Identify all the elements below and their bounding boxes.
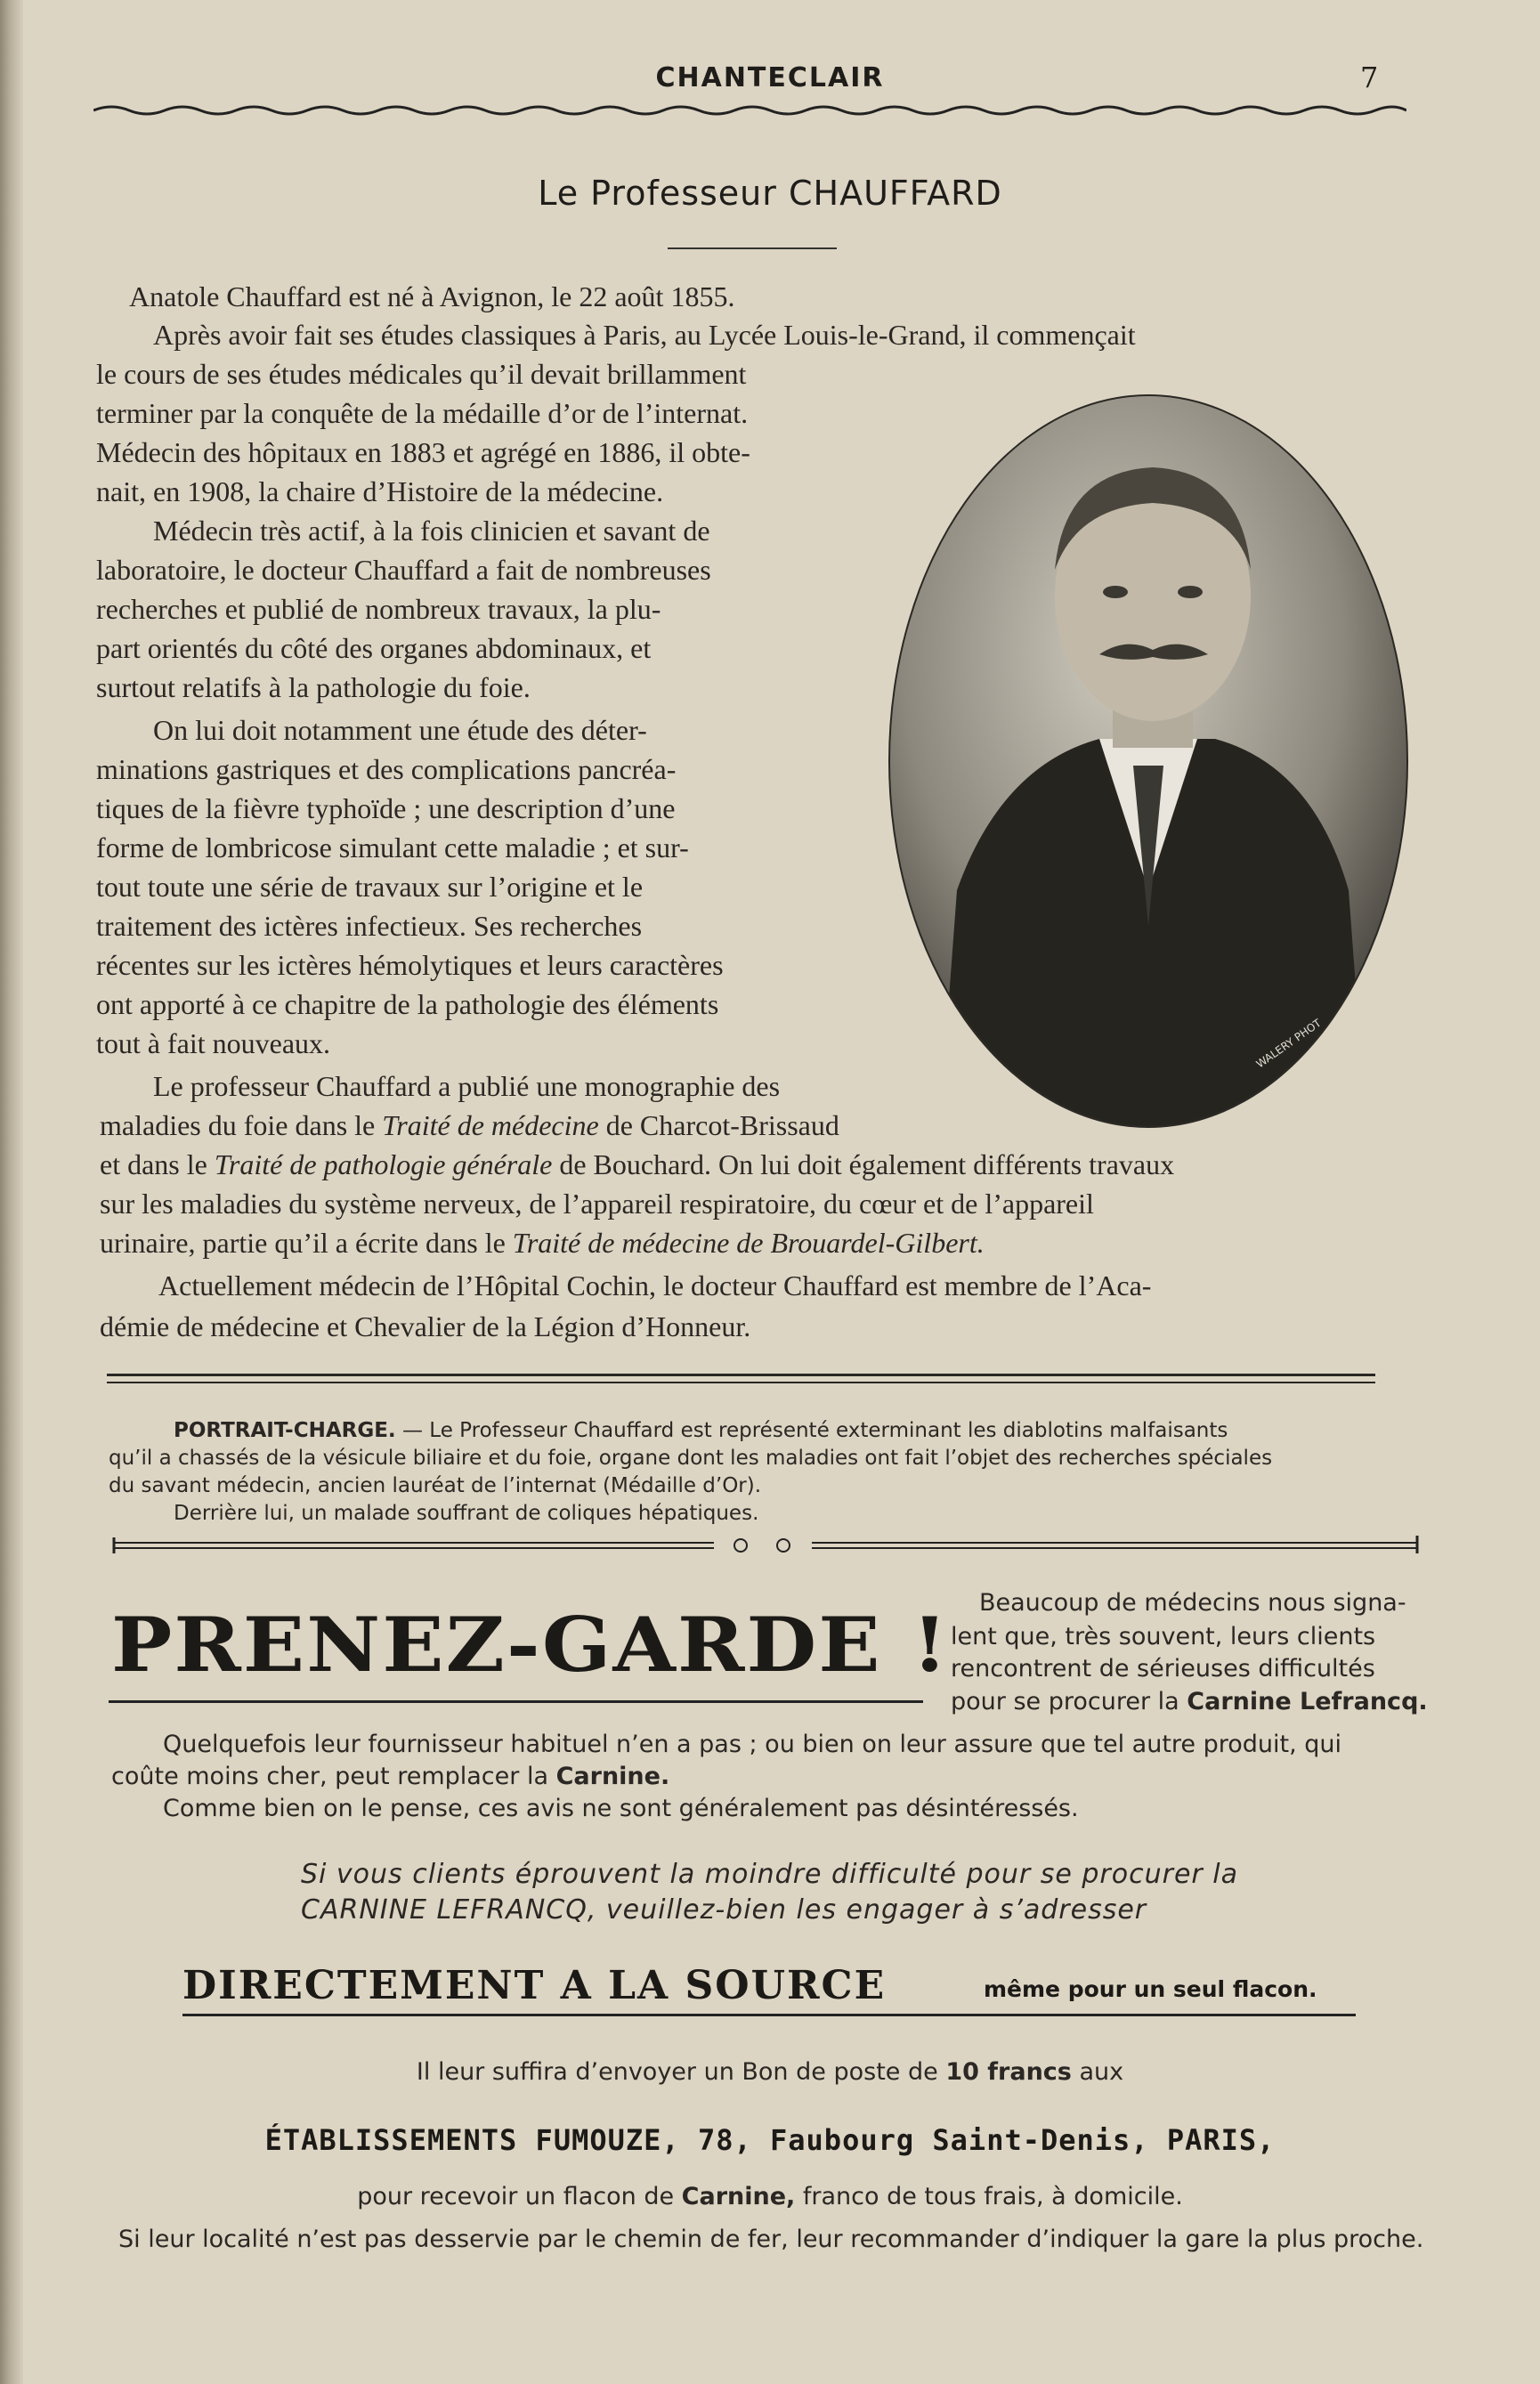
caption-line-1: PORTRAIT-CHARGE. — Le Professeur Chauffard est représenté exterminant les diablotins malfaisants xyxy=(174,1419,1228,1442)
article-line-12: On lui doit notamment une étude des déter- xyxy=(153,714,647,746)
article-line-21: Le professeur Chauffard a publié une monographie des xyxy=(153,1070,781,1102)
article-line-13: minations gastriques et des complications pancréa- xyxy=(96,753,677,785)
page-number: 7 xyxy=(1360,61,1379,94)
source-headline: DIRECTEMENT A LA SOURCE xyxy=(182,1963,887,2008)
caption-line-2: qu’il a chassés de la vésicule biliaire et du foie, organe dont les maladies ont fait l’objet des recherches spéciales xyxy=(109,1447,1273,1470)
article-line-19: ont apporté à ce chapitre de la pathologie des éléments xyxy=(96,988,719,1020)
double-rule-bottom xyxy=(107,1382,1375,1383)
ad-paragraph-2: Comme bien on le pense, ces avis ne sont généralement pas désintéressés. xyxy=(163,1795,1079,1822)
ad-side-line-1: Beaucoup de médecins nous signa- xyxy=(979,1589,1406,1617)
book-title: Traité de pathologie générale xyxy=(214,1148,553,1180)
article-line-5: Médecin des hôpitaux en 1883 et agrégé en 1886, il obte- xyxy=(96,436,750,468)
brand-name: Carnine, xyxy=(681,2183,796,2210)
article-line-18: récentes sur les ictères hémolytiques et leurs caractères xyxy=(96,949,724,981)
caption-line-4: Derrière lui, un malade souffrant de coliques hépatiques. xyxy=(174,1502,759,1525)
running-title: CHANTECLAIR xyxy=(655,62,885,93)
bon-de-poste-line: Il leur suffira d’envoyer un Bon de poste de 10 francs aux xyxy=(416,2058,1124,2086)
article-line-3: le cours de ses études médicales qu’il devait brillamment xyxy=(96,358,747,390)
article-line-8: laboratoire, le docteur Chauffard a fait de nombreuses xyxy=(96,554,711,586)
portrait-photo xyxy=(886,392,1411,1131)
article-line-7: Médecin très actif, à la fois clinicien et savant de xyxy=(153,515,710,547)
article-line-1: Anatole Chauffard est né à Avignon, le 22 août 1855. xyxy=(129,280,735,312)
ad-paragraph-1-line-2: coûte moins cher, peut remplacer la Carnine. xyxy=(111,1763,670,1790)
article-line-23: et dans le Traité de pathologie générale de Bouchard. On lui doit également différents travaux xyxy=(100,1148,1175,1180)
wavy-header-rule xyxy=(93,98,1406,119)
ornamental-divider xyxy=(109,1534,1424,1561)
article-title: Le Professeur CHAUFFARD xyxy=(538,174,1002,213)
article-line-27: démie de médecine et Chevalier de la Légion d’Honneur. xyxy=(100,1310,751,1342)
caption-lead: PORTRAIT-CHARGE. xyxy=(174,1419,396,1442)
article-line-14: tiques de la fièvre typhoïde ; une description d’une xyxy=(96,792,676,824)
photographer-signature: WALERY PHOT xyxy=(1253,1016,1324,1071)
title-divider xyxy=(668,247,837,249)
article-line-24: sur les maladies du système nerveux, de l’appareil respiratoire, du cœur et de l’appareil xyxy=(100,1188,1094,1220)
source-underline xyxy=(182,2014,1356,2016)
headline-underline xyxy=(109,1700,923,1703)
article-line-11: surtout relatifs à la pathologie du foie. xyxy=(96,671,531,703)
article-line-15: forme de lombricose simulant cette maladie ; et sur- xyxy=(96,831,689,864)
article-line-6: nait, en 1908, la chaire d’Histoire de la médecine. xyxy=(96,475,664,507)
article-line-17: traitement des ictères infectieux. Ses recherches xyxy=(96,910,643,942)
article-line-22: maladies du foie dans le Traité de médecine de Charcot-Brissaud xyxy=(100,1109,839,1141)
article-line-26: Actuellement médecin de l’Hôpital Cochin, le docteur Chauffard est membre de l’Aca- xyxy=(158,1269,1152,1301)
caption-line-3: du savant médecin, ancien lauréat de l’internat (Médaille d’Or). xyxy=(109,1474,762,1497)
ad-paragraph-1-line-1: Quelquefois leur fournisseur habituel n’en a pas ; ou bien on leur assure que tel autre produit, qui xyxy=(163,1731,1342,1758)
ad-side-line-4: pour se procurer la Carnine Lefrancq. xyxy=(951,1688,1428,1715)
book-title: Traité de médecine de Brouardel-Gilbert. xyxy=(512,1227,985,1259)
ad-side-line-3: rencontrent de sérieuses difficultés xyxy=(951,1655,1375,1683)
flacon-line: pour recevoir un flacon de Carnine, franco de tous frais, à domicile. xyxy=(357,2183,1183,2210)
article-line-4: terminer par la conquête de la médaille d’or de l’internat. xyxy=(96,397,749,429)
article-line-2: Après avoir fait ses études classiques à Paris, au Lycée Louis-le-Grand, il commençait xyxy=(153,319,1136,351)
article-line-16: tout toute une série de travaux sur l’origine et le xyxy=(96,871,644,903)
page-binding-shadow xyxy=(0,0,23,2384)
price: 10 francs xyxy=(945,2058,1072,2086)
company-address: ÉTABLISSEMENTS FUMOUZE, 78, Faubourg Saint-Denis, PARIS, xyxy=(264,2123,1276,2157)
ad-headline: PRENEZ-GARDE ! xyxy=(111,1601,950,1689)
source-tagline: même pour un seul flacon. xyxy=(984,1976,1317,2002)
brand-name: Carnine. xyxy=(555,1763,670,1790)
article-line-20: tout à fait nouveaux. xyxy=(96,1027,331,1059)
ad-side-line-2: lent que, très souvent, leurs clients xyxy=(951,1623,1376,1650)
book-title: Traité de médecine xyxy=(382,1109,599,1141)
ad-italic-line-2: CARNINE LEFRANCQ, veuillez-bien les engager à s’adresser xyxy=(301,1894,1147,1926)
article-line-9: recherches et publié de nombreux travaux, la plu- xyxy=(96,593,661,625)
closing-line: Si leur localité n’est pas desservie par le chemin de fer, leur recommander d’indiquer la gare la plus proche. xyxy=(118,2226,1424,2253)
brand-name: Carnine Lefrancq. xyxy=(1187,1688,1428,1715)
article-line-25: urinaire, partie qu’il a écrite dans le Traité de médecine de Brouardel-Gilbert. xyxy=(100,1227,985,1259)
double-rule-top xyxy=(107,1374,1375,1376)
article-line-10: part orientés du côté des organes abdominaux, et xyxy=(96,632,652,664)
ad-italic-line-1: Si vous clients éprouvent la moindre difficulté pour se procurer la xyxy=(301,1859,1239,1890)
